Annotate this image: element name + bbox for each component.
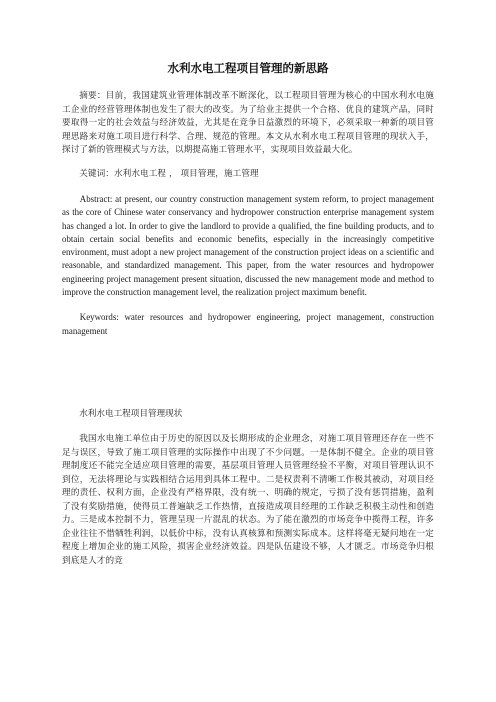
document-page: [62, 60, 434, 568]
keywords-chinese: 关键词：水利水电工程 ， 项目管理，施工管理: [79, 168, 259, 179]
document-title: 水利水电工程项目管理的新思路: [167, 61, 329, 75]
keywords-english: Keywords: water resources and hydropower engineering, project management, construction management: [62, 312, 434, 336]
section-heading: 水利水电工程项目管理现状: [79, 408, 183, 419]
abstract-chinese: 摘要：目前，我国建筑业管理体制改革不断深化，以工程项目管理为核心的中国水利水电施工企业的经营管理体制也发生了很大的改变。为了给业主提供一个合格、优良的建筑产品，同时要取得一定的社会效益与经济效益，尤其是在竞争日益激烈的环境下，必须采取一种新的项目管理思路来对施工项目进行科学、合理、规范的管理。本文从水利水电工程项目管理的现状入手，探讨了新的管理模式与方法，以期提高施工管理水平，实现项目效益最大化。: [62, 91, 434, 155]
body-paragraph: 我国水电施工单位由于历史的原因以及长期形成的企业理念，对施工项目管理还存在一些不足与误区，导致了施工项目管理的实际操作中出现了不少问题。一是体制不健全。企业的项目管理制度还不能完全适应项目管理的需要，基层项目管理人员管理经验不平衡，对项目管理认识不到位，无法将理论与实践相结合运用到具体工程中。二是权责利不清晰工作极其被动，对项目经理的责任、权利方面，企业没有严格界限，没有统一、明确的规定，亏损了没有惩罚措施，盈利了没有奖励措施，使得员工普遍缺乏工作热情，直接造成项目经理的工作缺乏积极主动性和创造力。三是成本控制不力，管理呈现一片混乱的状态。为了能在激烈的市场竞争中揽得工程，许多企业往往不惜牺牲利润，以低价中标，没有认真核算和预测实际成本。这样将毫无疑问地在一定程度上增加企业的施工风险，损害企业经济效益。四是队伍建设不够，人才匮乏。市场竞争归根到底是人才的竞: [62, 434, 434, 566]
abstract-english: Abstract: at present, our country construction management system reform, to project management as the core of Chinese water conservancy and hydropower construction enterprise management system has changed a lot. In order to give the landlord to provide a qualified, the fine building products, and to obtain certain social benefits and economic benefits, especially in the increasingly competitive environment, must adopt a new project management of the construction project ideas on a scientific and reasonable, and standardized management. This paper, from the water resources and hydropower engineering project management present situation, discussed the new management mode and method to improve the construction management level, the realization project maximum benefit.: [62, 194, 434, 298]
